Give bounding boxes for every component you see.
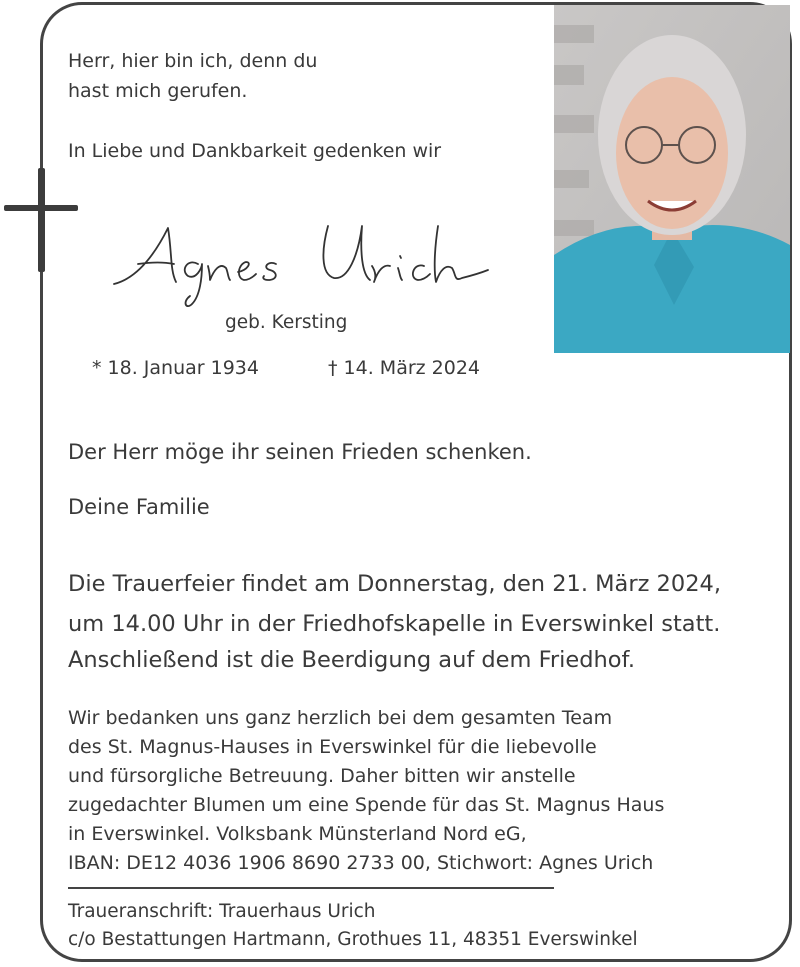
birth-date: * 18. Januar 1934 — [92, 357, 259, 379]
deceased-name-signature — [108, 212, 508, 312]
family-signature: Deine Familie — [68, 495, 210, 519]
thanks-line-6: IBAN: DE12 4036 1906 8690 2733 00, Stichwort: Agnes Urich — [68, 852, 654, 874]
thanks-line-3: und fürsorgliche Betreuung. Daher bitten wir anstelle — [68, 765, 576, 787]
thanks-line-5: in Everswinkel. Volksbank Münsterland Nord eG, — [68, 823, 527, 845]
address-line-1: Traueranschrift: Trauerhaus Urich — [68, 901, 376, 922]
blessing-text: Der Herr möge ihr seinen Frieden schenken. — [68, 440, 532, 464]
thanks-line-4: zugedachter Blumen um eine Spende für das St. Magnus Haus — [68, 794, 665, 816]
maiden-name: geb. Kersting — [225, 312, 348, 333]
service-line-2: um 14.00 Uhr in der Friedhofskapelle in Everswinkel statt. — [68, 611, 721, 637]
death-date: † 14. März 2024 — [328, 357, 481, 379]
thanks-line-2: des St. Magnus-Hauses in Everswinkel für die liebevolle — [68, 736, 597, 758]
thanks-line-1: Wir bedanken uns ganz herzlich bei dem gesamten Team — [68, 707, 613, 729]
cross-icon — [4, 168, 78, 272]
service-line-3: Anschließend ist die Beerdigung auf dem Friedhof. — [68, 647, 635, 673]
intro-text: In Liebe und Dankbarkeit gedenken wir — [68, 140, 442, 162]
address-line-2: c/o Bestattungen Hartmann, Grothues 11, 48351 Everswinkel — [68, 929, 638, 950]
verse-line-2: hast mich gerufen. — [68, 80, 248, 102]
service-line-1: Die Trauerfeier findet am Donnerstag, den 21. März 2024, — [68, 571, 721, 597]
divider — [68, 887, 554, 889]
verse-line-1: Herr, hier bin ich, denn du — [68, 50, 318, 72]
portrait-photo — [554, 5, 790, 353]
